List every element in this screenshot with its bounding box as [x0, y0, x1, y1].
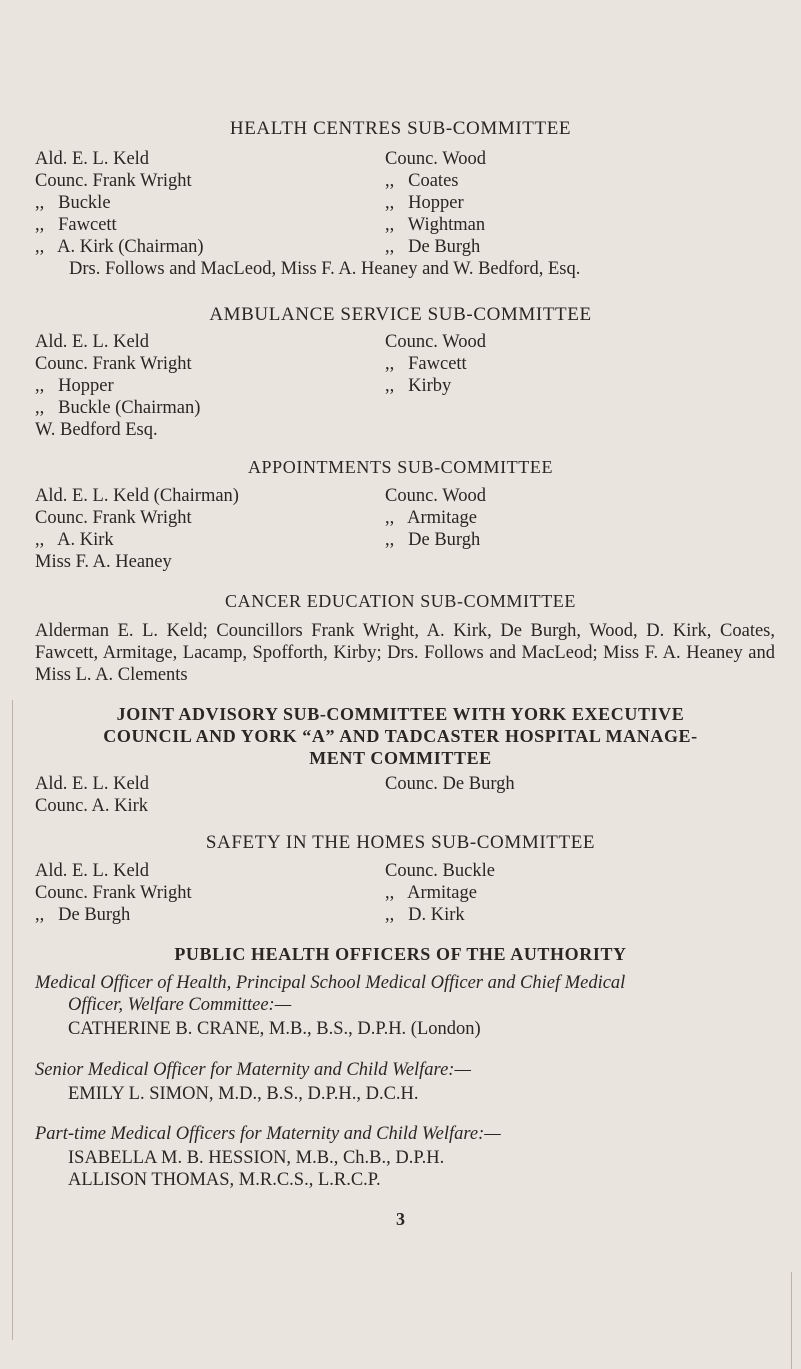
safety-left-3: ,, De Burgh: [35, 905, 131, 925]
health-left-1: Ald. E. L. Keld: [35, 149, 150, 169]
appointments-heading: APPOINTMENTS SUB-COMMITTEE: [247, 457, 554, 477]
officers-heading: PUBLIC HEALTH OFFICERS OF THE AUTHORITY: [174, 944, 627, 964]
joint-heading-line-2: COUNCIL AND YORK “A” AND TADCASTER HOSPITAL MANAGE-: [103, 726, 698, 746]
parttime-mo-name-1: ISABELLA M. B. HESSION, M.B., Ch.B., D.P.H.: [68, 1148, 445, 1168]
health-right-2: ,, Coates: [385, 171, 459, 191]
health-centres-heading: HEALTH CENTRES SUB-COMMITTEE: [229, 118, 572, 139]
ambulance-left-1: Ald. E. L. Keld: [35, 332, 150, 352]
joint-heading-line-3: MENT COMMITTEE: [309, 748, 492, 768]
safety-right-3: ,, D. Kirk: [385, 905, 465, 925]
appointments-left-2: Counc. Frank Wright: [35, 508, 192, 528]
health-left-3: ,, Buckle: [35, 193, 111, 213]
appointments-right-1: Counc. Wood: [385, 486, 486, 506]
page-edge-line: [12, 700, 13, 1340]
joint-left-2: Counc. A. Kirk: [35, 796, 149, 816]
health-right-1: Counc. Wood: [385, 149, 486, 169]
appointments-right-3: ,, De Burgh: [385, 530, 481, 550]
parttime-mo-title: Part-time Medical Officers for Maternity and Child Welfare:—: [35, 1124, 501, 1144]
safety-right-1: Counc. Buckle: [385, 861, 495, 881]
cancer-members: Alderman E. L. Keld; Councillors Frank Wright, A. Kirk, De Burgh, Wood, D. Kirk, Coates, Fawcett, Armitage, Lacamp, Spofforth, Kirby; Drs. Follows and MacLeod; Miss F. A. Heaney and Miss L. A. Clements: [35, 621, 775, 685]
cancer-heading: CANCER EDUCATION SUB-COMMITTEE: [225, 591, 576, 611]
ambulance-left-2: Counc. Frank Wright: [35, 354, 192, 374]
moh-title-line-1: Medical Officer of Health, Principal School Medical Officer and Chief Medical: [35, 973, 626, 993]
ambulance-left-4: ,, Buckle (Chairman): [35, 398, 201, 418]
ambulance-left-5: W. Bedford Esq.: [35, 420, 158, 440]
safety-heading: SAFETY IN THE HOMES SUB-COMMITTEE: [205, 832, 596, 853]
joint-heading-line-1: JOINT ADVISORY SUB-COMMITTEE WITH YORK EXECUTIVE: [116, 704, 685, 724]
page-edge-line-right: [791, 1272, 792, 1369]
ambulance-left-3: ,, Hopper: [35, 376, 114, 396]
health-left-5: ,, A. Kirk (Chairman): [35, 237, 204, 257]
appointments-left-3: ,, A. Kirk: [35, 530, 114, 550]
safety-left-1: Ald. E. L. Keld: [35, 861, 150, 881]
health-right-5: ,, De Burgh: [385, 237, 481, 257]
joint-left-1: Ald. E. L. Keld: [35, 774, 150, 794]
ambulance-right-2: ,, Fawcett: [385, 354, 467, 374]
safety-right-2: ,, Armitage: [385, 883, 477, 903]
appointments-left-4: Miss F. A. Heaney: [35, 552, 172, 572]
joint-right-1: Counc. De Burgh: [385, 774, 515, 794]
health-right-4: ,, Wightman: [385, 215, 486, 235]
senior-mo-name: EMILY L. SIMON, M.D., B.S., D.P.H., D.C.H.: [68, 1084, 419, 1104]
ambulance-heading: AMBULANCE SERVICE SUB-COMMITTEE: [209, 304, 592, 325]
health-note: Drs. Follows and MacLeod, Miss F. A. Heaney and W. Bedford, Esq.: [69, 259, 581, 279]
moh-title-line-2: Officer, Welfare Committee:—: [68, 995, 292, 1015]
ambulance-right-1: Counc. Wood: [385, 332, 486, 352]
page-number: 3: [396, 1209, 405, 1229]
moh-name: CATHERINE B. CRANE, M.B., B.S., D.P.H. (London): [68, 1019, 481, 1039]
safety-left-2: Counc. Frank Wright: [35, 883, 192, 903]
health-right-3: ,, Hopper: [385, 193, 464, 213]
parttime-mo-name-2: ALLISON THOMAS, M.R.C.S., L.R.C.P.: [68, 1170, 381, 1190]
health-left-2: Counc. Frank Wright: [35, 171, 192, 191]
ambulance-right-3: ,, Kirby: [385, 376, 452, 396]
appointments-left-1: Ald. E. L. Keld (Chairman): [35, 486, 239, 506]
senior-mo-title: Senior Medical Officer for Maternity and Child Welfare:—: [35, 1060, 471, 1080]
health-left-4: ,, Fawcett: [35, 215, 117, 235]
appointments-right-2: ,, Armitage: [385, 508, 477, 528]
